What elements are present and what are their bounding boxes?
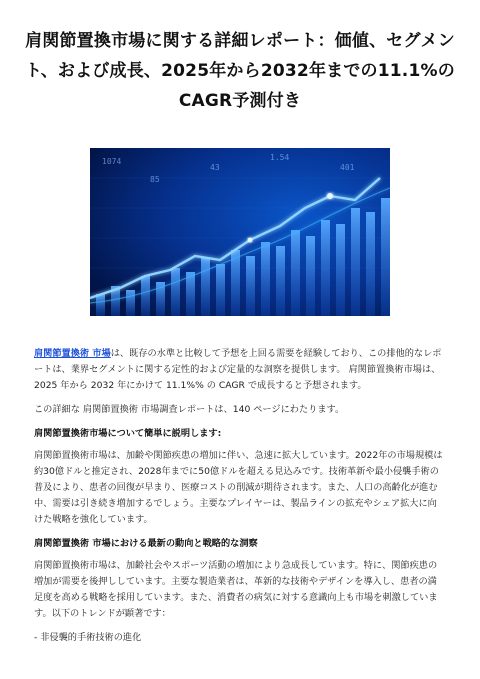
decorative-bar <box>96 294 105 316</box>
decorative-bar <box>126 290 135 316</box>
decorative-bar <box>381 198 390 316</box>
hero-image <box>90 148 390 316</box>
decorative-bar <box>171 268 180 316</box>
decorative-bar <box>246 256 255 316</box>
page-title: 肩関節置換市場に関する詳細レポート：価値、セグメント、および成長、2025年から2032年までの11.1%のCAGR予測付き <box>25 31 455 111</box>
decorative-bar <box>141 276 150 316</box>
decorative-bar <box>291 230 300 316</box>
decorative-bar <box>366 212 375 316</box>
svg-text:1.54: 1.54 <box>270 153 290 162</box>
section1-heading: 肩関節置換術市場について簡単に説明します: <box>34 428 222 439</box>
intro-paragraph <box>34 346 446 394</box>
decorative-bar <box>306 236 315 316</box>
svg-text:401: 401 <box>340 163 355 172</box>
decorative-bar <box>276 246 285 316</box>
section2-text: 肩関節置換術市場は、加齢社会やスポーツ活動の増加により急成長しています。特に、関節疾患の増加が需要を後押ししています。主要な製造業者は、革新的な技術やデザインを導入し、患者の満足度を高める戦略を採用しています。また、消費者の病気に対する意識向上も市場を刺激しています。以下のトレンドが顕著です： <box>34 560 438 619</box>
market-link[interactable]: 肩関節置換術 市場 <box>34 348 111 359</box>
decorative-bar <box>201 258 210 316</box>
section2-heading: 肩関節置換術 市場における最新の動向と戦略的な洞察 <box>34 538 258 549</box>
decorative-bar <box>216 264 225 316</box>
section1-text: 肩関節置換術市場は、加齢や関節疾患の増加に伴い、急速に拡大しています。2022年の市場規模は約30億ドルと推定され、2028年までに50億ドルを超える見込みです。技術革新や最小侵襲手術の普及により、患者の回復が早まり、医療コストの削減が期待されます。また、人口の高齢化が進む中、需要は引き続き増加するでしょう。主要なプレイヤーは、製品ラインの拡充やシェア拡大に向けた戦略を強化しています。 <box>34 450 443 525</box>
document-body <box>34 346 446 646</box>
decorative-bar <box>321 220 330 316</box>
pages-note: この詳細な 肩関節置換術 市場調査レポートは、140 ページにわたります。 <box>34 404 345 415</box>
growth-chart-illustration-icon <box>90 148 390 316</box>
decorative-bar <box>351 208 360 316</box>
intro-text: は、既存の水準と比較して予想を上回る需要を経験しており、この排他的なレポートは、業界セグメントに関する定性的および定量的な洞察を提供します。 肩関節置換術市場は、2025 年から 2032 年にかけて 11.1%% の CAGR で成長すると予想されます。 <box>34 348 442 391</box>
decorative-bar <box>261 242 270 316</box>
decorative-bar <box>336 224 345 316</box>
decorative-bar <box>186 272 195 316</box>
svg-text:85: 85 <box>150 175 160 184</box>
svg-text:43: 43 <box>210 163 220 172</box>
svg-text:1074: 1074 <box>102 157 122 166</box>
bullet-item: - 非侵襲的手術技術の進化 <box>34 632 142 643</box>
